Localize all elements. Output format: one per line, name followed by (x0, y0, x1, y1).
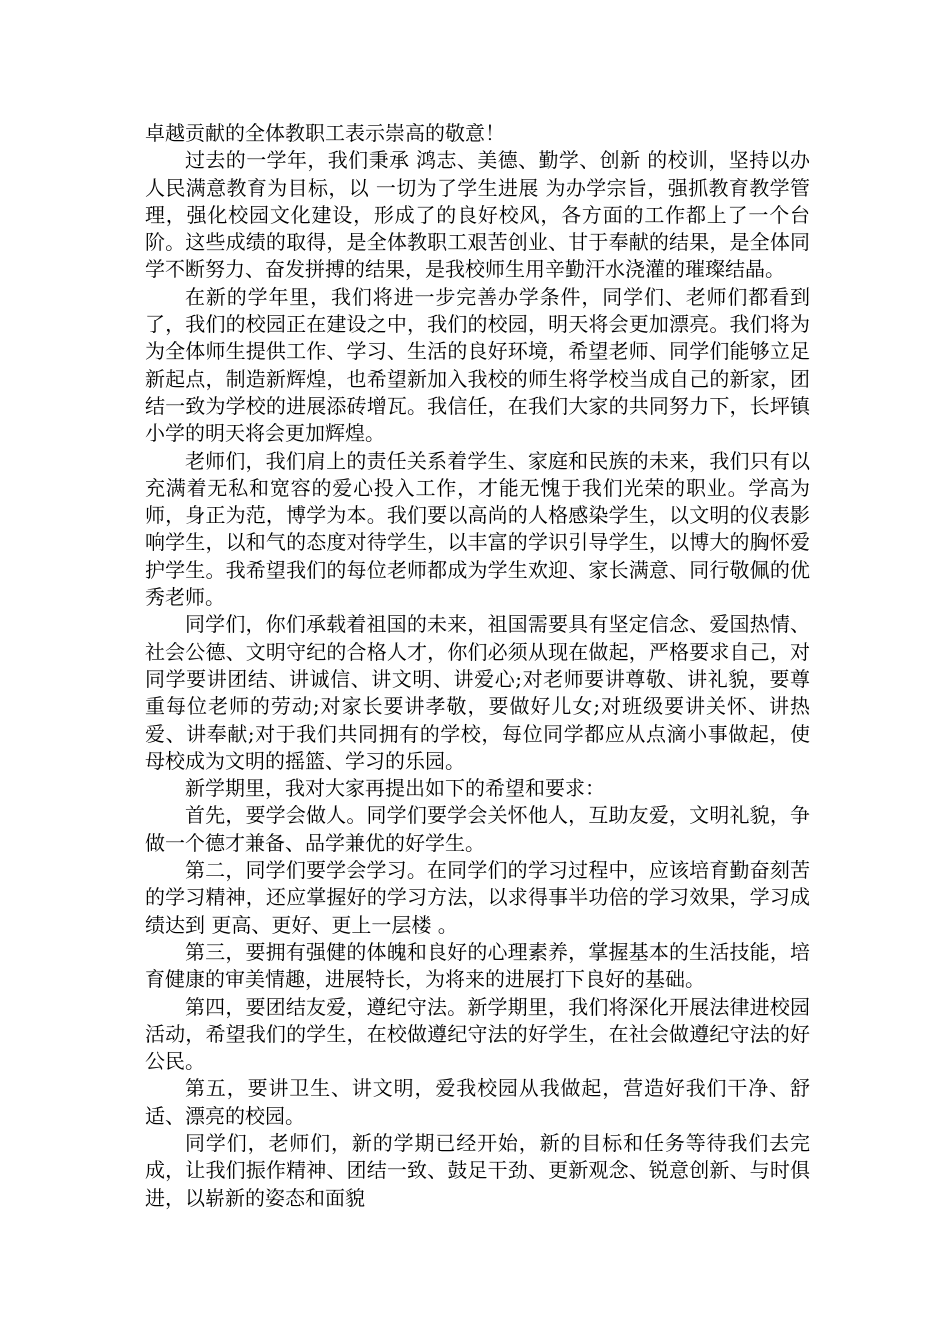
paragraph-third: 第三，要拥有强健的体魄和良好的心理素养，掌握基本的生活技能，培育健康的审美情趣，进展特长，为将来的进展打下良好的基础。 (145, 939, 810, 992)
paragraph-continuation: 卓越贡献的全体教职工表示崇高的敬意！ (145, 121, 505, 145)
paragraph-fifth: 第五，要讲卫生、讲文明，爱我校园从我做起，营造好我们干净、舒适、漂亮的校园。 (145, 1076, 810, 1128)
paragraph-requirements-intro: 新学期里，我对大家再提出如下的希望和要求： (185, 776, 605, 801)
paragraph-second: 第二，同学们要学会学习。在同学们的学习过程中，应该培育勤奋刻苦的学习精神，还应掌握好的学习方法，以求得事半功倍的学习效果，学习成绩达到 更高、更好、更上一层楼 。 (145, 858, 810, 937)
paragraph-fourth: 第四，要团结友爱，遵纪守法。新学期里，我们将深化开展法律进校园活动，希望我们的学生，在校做遵纪守法的好学生，在社会做遵纪守法的好公民。 (145, 994, 810, 1074)
paragraph-students: 同学们，你们承载着祖国的未来，祖国需要具有坚定信念、爱国热情、社会公德、文明守纪的合格人才，你们必须从现在做起，严格要求自己，对同学要讲团结、讲诚信、讲文明、讲爱心;对老师要讲尊敬、讲礼貌，要尊重每位老师的劳动;对家长要讲孝敬，要做好儿女;对班级要讲关怀、讲热爱、讲奉献;对于我们共同拥有的学校，每位同学都应从点滴小事做起，使母校成为文明的摇篮、学习的乐园。 (145, 612, 810, 773)
document-page (145, 120, 810, 1212)
paragraph-first: 首先，要学会做人。同学们要学会关怀他人，互助友爱，文明礼貌，争做一个德才兼备、品学兼优的好学生。 (145, 803, 810, 855)
paragraph-new-year: 在新的学年里，我们将进一步完善办学条件，同学们、老师们都看到了，我们的校园正在建设之中，我们的校园，明天将会更加漂亮。我们将为为全体师生提供工作、学习、生活的良好环境，希望老师、同学们能够立足新起点，制造新辉煌，也希望新加入我校的师生将学校当成自己的新家，团结一致为学校的进展添砖增瓦。我信任，在我们大家的共同努力下，长坪镇小学的明天将会更加辉煌。 (145, 284, 810, 446)
paragraph-closing: 同学们，老师们，新的学期已经开始，新的目标和任务等待我们去完成，让我们振作精神、团结一致、鼓足干劲、更新观念、锐意创新、与时俱进，以崭新的姿态和面貌 (145, 1130, 810, 1210)
paragraph-teachers: 老师们，我们肩上的责任关系着学生、家庭和民族的未来，我们只有以充满着无私和宽容的爱心投入工作，才能无愧于我们光荣的职业。学高为师，身正为范，博学为本。我们要以高尚的人格感染学生，以文明的仪表影响学生，以和气的态度对待学生，以丰富的学识引导学生，以博大的胸怀爱护学生。我希望我们的每位老师都成为学生欢迎、家长满意、同行敬佩的优秀老师。 (145, 448, 810, 610)
paragraph-past-year: 过去的一学年，我们秉承 鸿志、美德、勤学、创新 的校训，坚持以办人民满意教育为目标，以 一切为了学生进展 为办学宗旨，强抓教育教学管理，强化校园文化建设，形成了的良好校风，各方面的工作都上了一个台阶。这些成绩的取得，是全体教职工艰苦创业、甘于奉献的结果，是全体同学不断努力、奋发拼搏的结果，是我校师生用辛勤汗水浇灌的璀璨结晶。 (145, 148, 810, 282)
